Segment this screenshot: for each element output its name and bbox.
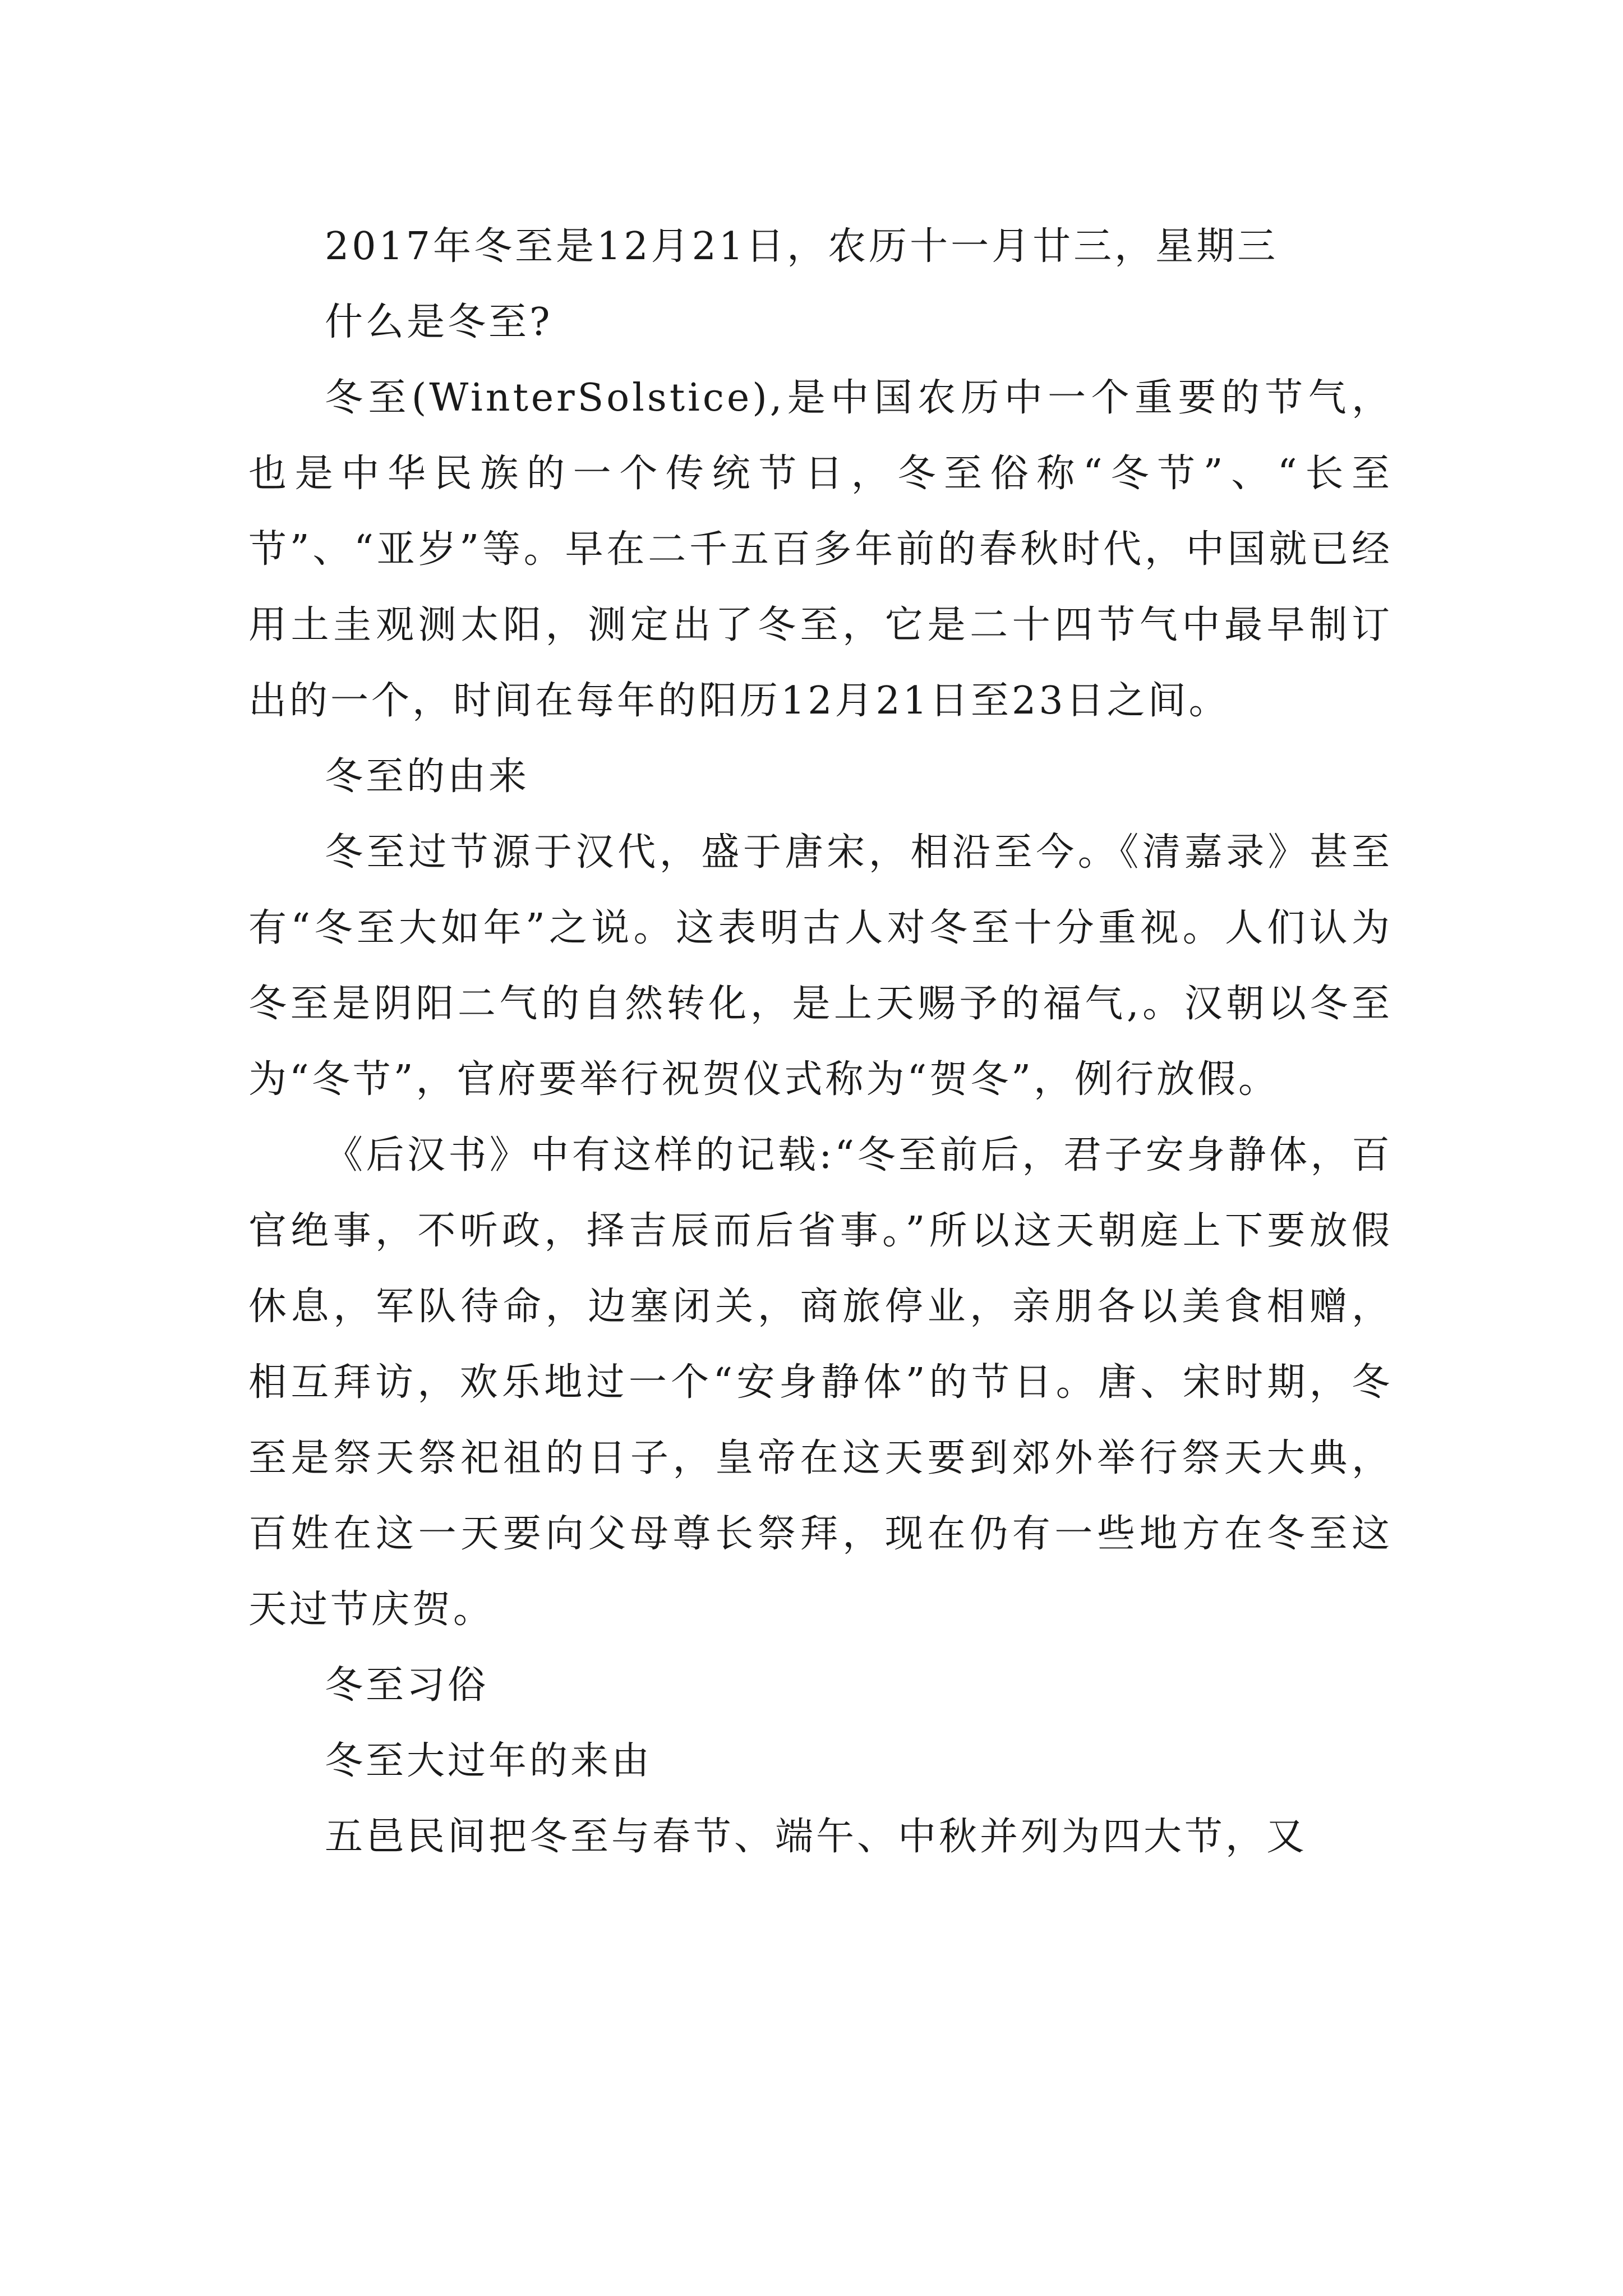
paragraph-hou-han-shu: 《后汉书》中有这样的记载:“冬至前后，君子安身静体，百官绝事，不听政，择吉辰而后省事。”所以这天朝庭上下要放假休息，军队待命，边塞闭关，商旅停业，亲朋各以美食相赠，相互拜访，欢乐地过一个“安身静体”的节日。唐、宋时期，冬至是祭天祭祀祖的日子，皇帝在这天要到郊外举行祭天大典，百姓在这一天要向父母尊长祭拜，现在仍有一些地方在冬至这天过节庆贺。 <box>248 1133 1393 1632</box>
document-body <box>248 209 1393 1875</box>
heading-customs: 冬至习俗 <box>325 1663 489 1708</box>
heading-origin: 冬至的由来 <box>325 754 530 799</box>
heading-bigger-than-new-year: 冬至大过年的来由 <box>325 1739 653 1783</box>
paragraph-wuyi-folk: 五邑民间把冬至与春节、端午、中秋并列为四大节，又 <box>325 1815 1308 1859</box>
paragraph-origin: 冬至过节源于汉代，盛于唐宋，相沿至今。《清嘉录》甚至有“冬至大如年”之说。这表明古人对冬至十分重视。人们认为冬至是阴阳二气的自然转化，是上天赐予的福气,。汉朝以冬至为“冬节”，官府要举行祝贺仪式称为“贺冬”，例行放假。 <box>248 830 1393 1102</box>
paragraph-definition: 冬至(WinterSolstice),是中国农历中一个重要的节气，也是中华民族的一个传统节日，冬至俗称“冬节”、“长至节”、“亚岁”等。早在二千五百多年前的春秋时代，中国就已经用土圭观测太阳，测定出了冬至，它是二十四节气中最早制订出的一个，时间在每年的阳历12月21日至23日之间。 <box>248 376 1393 723</box>
date-line: 2017年冬至是12月21日，农历十一月廿三，星期三 <box>325 224 1279 269</box>
heading-what-is-winter-solstice: 什么是冬至? <box>325 300 553 344</box>
